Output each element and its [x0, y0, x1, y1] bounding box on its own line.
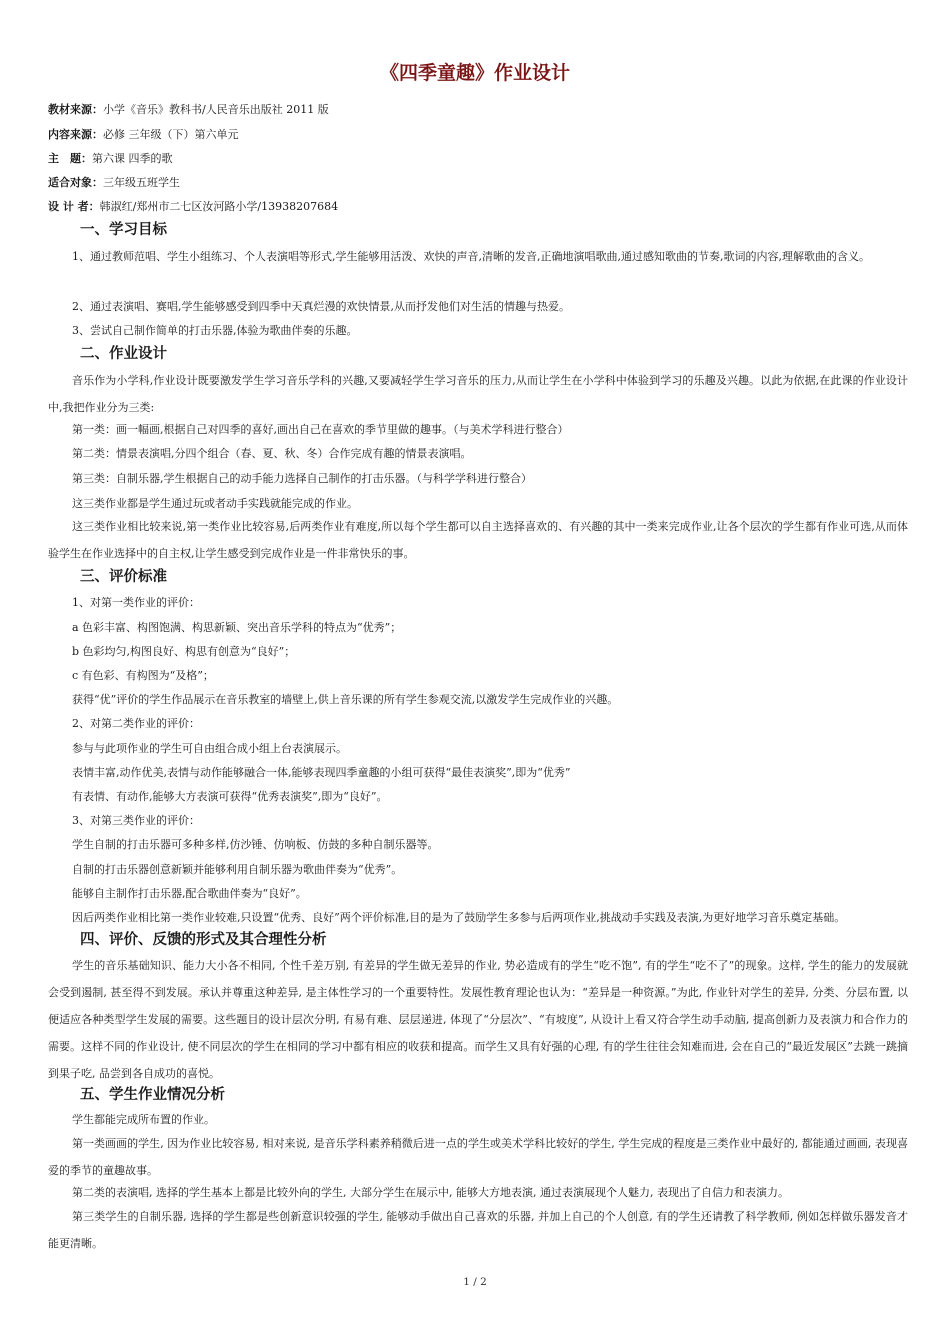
document-title: 《四季童趣》作业设计 [379, 62, 570, 84]
meta-value: 小学《音乐》教科书/人民音乐出版社 2011 版 [103, 103, 329, 116]
paragraph: b 色彩均匀,构图良好、构思有创意为“良好”； [72, 645, 296, 658]
meta-value: 必修 三年级（下）第六单元 [103, 128, 239, 141]
paragraph: c 有色彩、有构图为“及格”； [72, 669, 214, 682]
paragraph: 这三类作业都是学生通过玩或者动手实践就能完成的作业。 [72, 497, 358, 510]
meta-label: 设 计 者： [48, 200, 100, 213]
paragraph: 因后两类作业相比第一类作业较难,只设置“优秀、良好”两个评价标准,目的是为了鼓励学生多参与后两项作业,挑战动手实践及表演,为更好地学习音乐奠定基础。 [72, 911, 846, 924]
paragraph: 学生的音乐基础知识、能力大小各不相同, 个性千差万别, 有差异的学生做无差异的作业, 势必造成有的学生“吃不饱”, 有的学生“吃不了”的现象。这样, 学生的能力的发展就会受到遏制, 甚至得不到发展。承认并尊重这种差异, 是主体性学习的一个重要特性。发展性教育理论也认为：“差异是一种资源。”为此, 作业针对学生的差异, 分类、分层布置, 以便适应各种类型学生发展的需要。这些题目的设计层次分明, 有易有难、层层递进, 体现了“分层次”、“有坡度”, 从设计上看又符合学生动手动脑, 提高创新力及表演力和合作力的需要。这样不同的作业设计, 使不同层次的学生在相同的学习中都有相应的收获和提高。而学生又具有好强的心理, 有的学生往往会知难而进, 会在自己的“最近发展区”去跳一跳摘到果子吃, 品尝到各自成功的喜悦。 [48, 959, 908, 1080]
paragraph: 有表情、有动作,能够大方表演可获得“优秀表演奖”,即为“良好”。 [72, 790, 388, 803]
meta-textbook-source [48, 103, 329, 117]
paragraph: 2、通过表演唱、赛唱,学生能够感受到四季中天真烂漫的欢快情景,从而抒发他们对生活的情趣与热爱。 [72, 300, 570, 313]
paragraph: 3、尝试自己制作简单的打击乐器,体验为歌曲伴奏的乐趣。 [72, 324, 358, 337]
meta-content-source [48, 128, 239, 142]
page-number: 1 / 2 [463, 1276, 487, 1288]
meta-value: 三年级五班学生 [103, 176, 180, 189]
paragraph: 1、通过教师范唱、学生小组练习、个人表演唱等形式,学生能够用活泼、欢快的声音,清晰的发音,正确地演唱歌曲,通过感知歌曲的节奏,歌词的内容,理解歌曲的含义。 [72, 250, 870, 263]
section-heading-feedback: 四、评价、反馈的形式及其合理性分析 [80, 932, 327, 948]
paragraph: 第一类：画一幅画,根据自己对四季的喜好,画出自己在喜欢的季节里做的趣事。（与美术学科进行整合） [72, 423, 569, 436]
paragraph: 1、对第一类作业的评价： [72, 596, 200, 609]
paragraph: 能够自主制作打击乐器,配合歌曲伴奏为“良好”。 [72, 887, 307, 900]
paragraph: 学生自制的打击乐器可多种多样,仿沙锤、仿响板、仿鼓的多种自制乐器等。 [72, 838, 439, 851]
meta-value: 韩淑红/郑州市二七区汝河路小学/13938207684 [99, 200, 339, 213]
paragraph: a 色彩丰富、构图饱满、构思新颖、突出音乐学科的特点为“优秀”； [72, 621, 402, 634]
section-heading-design: 二、作业设计 [80, 346, 167, 362]
meta-label: 教材来源： [48, 103, 103, 116]
section-heading-analysis: 五、学生作业情况分析 [80, 1087, 225, 1103]
meta-topic [48, 152, 173, 166]
meta-label: 主 题： [48, 152, 92, 165]
meta-audience [48, 176, 180, 190]
paragraph: 获得“优”评价的学生作品展示在音乐教室的墙壁上,供上音乐课的所有学生参观交流,以激发学生完成作业的兴趣。 [72, 693, 619, 706]
paragraph: 第二类：情景表演唱,分四个组合（春、夏、秋、冬）合作完成有趣的情景表演唱。 [72, 447, 472, 460]
paragraph: 第三类学生的自制乐器, 选择的学生都是些创新意识较强的学生, 能够动手做出自己喜欢的乐器, 并加上自己的个人创意, 有的学生还请教了科学教师, 例如怎样做乐器发音才能更清晰。 [48, 1210, 908, 1250]
meta-value: 第六课 四季的歌 [92, 152, 173, 165]
paragraph: 参与与此项作业的学生可自由组合成小组上台表演展示。 [72, 742, 347, 755]
paragraph: 这三类作业相比较来说,第一类作业比较容易,后两类作业有难度,所以每个学生都可以自主选择喜欢的、有兴趣的其中一类来完成作业,让各个层次的学生都有作业可选,从而体验学生在作业选择中的自主权,让学生感受到完成作业是一件非常快乐的事。 [48, 520, 908, 560]
section-heading-criteria: 三、评价标准 [80, 569, 167, 585]
meta-label: 适合对象： [48, 176, 103, 189]
meta-designer [48, 200, 338, 214]
section-heading-goals: 一、学习目标 [80, 222, 167, 238]
paragraph: 第二类的表演唱, 选择的学生基本上都是比较外向的学生, 大部分学生在展示中, 能够大方地表演, 通过表演展现个人魅力, 表现出了自信力和表演力。 [72, 1186, 789, 1199]
paragraph: 第一类画画的学生, 因为作业比较容易, 相对来说, 是音乐学科素养稍微后进一点的学生或美术学科比较好的学生, 学生完成的程度是三类作业中最好的, 都能通过画画, 表现喜爱的季节的童趣故事。 [48, 1137, 908, 1177]
paragraph: 第三类：自制乐器,学生根据自己的动手能力选择自己制作的打击乐器。（与科学学科进行整合） [72, 472, 532, 485]
paragraph: 2、对第二类作业的评价： [72, 717, 200, 730]
paragraph: 音乐作为小学科,作业设计既要激发学生学习音乐学科的兴趣,又要减轻学生学习音乐的压力,从而让学生在小学科中体验到学习的乐趣及兴趣。以此为依据,在此课的作业设计中,我把作业分为三类: [48, 374, 908, 414]
paragraph: 自制的打击乐器创意新颖并能够利用自制乐器为歌曲伴奏为“优秀”。 [72, 863, 403, 876]
paragraph: 3、对第三类作业的评价： [72, 814, 200, 827]
meta-label: 内容来源： [48, 128, 103, 141]
paragraph: 表情丰富,动作优美,表情与动作能够融合一体,能够表现四季童趣的小组可获得“最佳表演奖”,即为“优秀” [72, 766, 571, 779]
paragraph: 学生都能完成所布置的作业。 [72, 1113, 215, 1126]
